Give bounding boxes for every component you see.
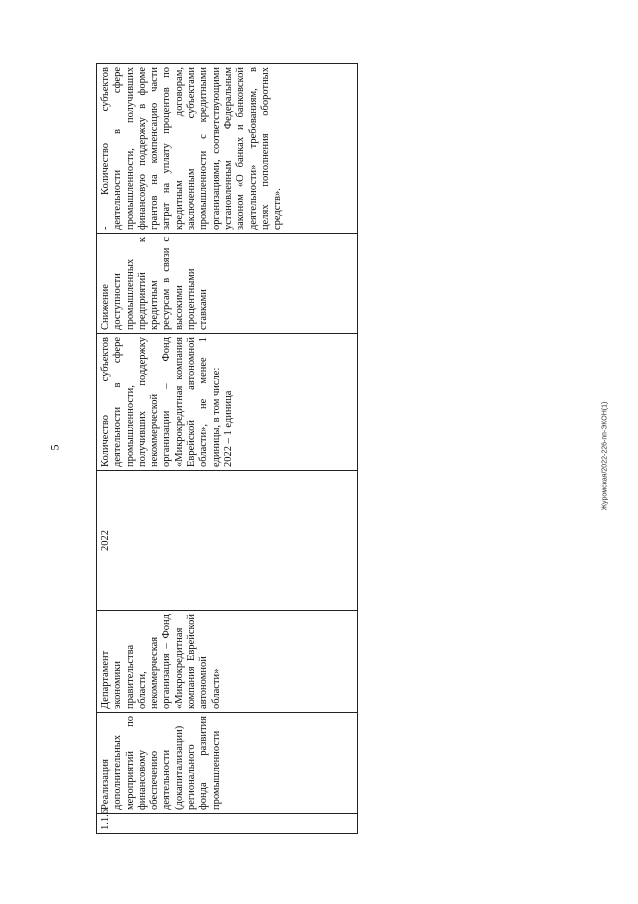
- cell-result: - Количество субъектов деятельности в сфере промышленности, получивших финансовую поддержку в форме грантов на компенсацию части затрат на уплату процентов по кредитным договорам, заключенным субъектами промышленности с кредитными организациями, соответствующими установленным Федеральным законом «О банках и банковской деятельности» требованиям, в целях пополнения оборотных средств».: [97, 64, 358, 234]
- table-row: [97, 64, 358, 834]
- cell-indicator: Количество субъектов деятельности в сфере промышленности, получивших поддержку некоммерческой организации – Фонд «Микрокредитная компания Еврейской автономной области», не менее 1 единицы, в том числе: 2022 – 1 единица: [97, 334, 358, 471]
- cell-activity: Реализация дополнительных мероприятий по финансовому обеспечению деятельности (докапитализации) регионального фонда развития промышленности: [97, 713, 358, 814]
- table-container: [100, 67, 284, 830]
- rotated-table-frame: [96, 64, 358, 834]
- page-number: 5: [47, 444, 62, 451]
- document-side-note: [601, 401, 609, 511]
- measures-table: [96, 63, 358, 834]
- cell-number: 1.1.6: [97, 814, 358, 834]
- cell-year: 2022: [97, 471, 358, 611]
- cell-executor: Департамент экономики правительства области, некоммерческая организация – Фонд «Микрокредитная компания Еврейской автономной области»: [97, 611, 358, 713]
- document-side-note-text: Журомская/2022-226-пп-ЭКОН(1): [601, 401, 609, 511]
- cell-problem: Снижение доступности промышленных предприятий к кредитным ресурсам в связи с высокими процентными ставками: [97, 234, 358, 334]
